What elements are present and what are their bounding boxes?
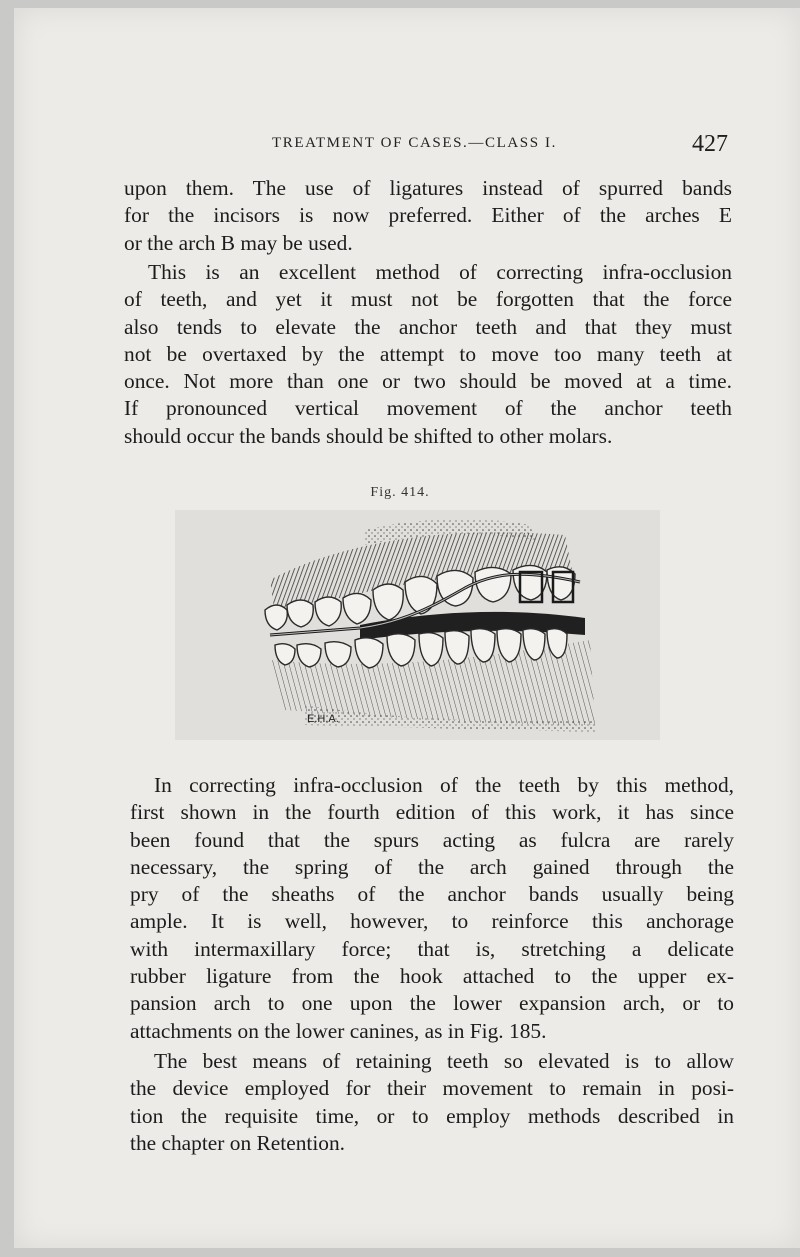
paragraph-line: attachments on the lower canines, as in Fig. 185. xyxy=(130,1018,547,1043)
paragraph-line: upon them. The use of ligatures instead of spurred bands xyxy=(124,176,732,200)
paragraph-line: If pronounced vertical movement of the anchor teeth xyxy=(124,396,732,421)
artist-signature: E.H.A. xyxy=(307,713,339,725)
paragraph-line: of teeth, and yet it must not be forgotten that the force xyxy=(124,287,732,312)
paragraph-line: The best means of retaining teeth so elevated is to allow xyxy=(154,1049,734,1073)
paragraph-line: once. Not more than one or two should be moved at a time. xyxy=(124,369,732,394)
page-number: 427 xyxy=(692,131,728,157)
paragraph-1 xyxy=(124,175,732,257)
paragraph-line: This is an excellent method of correcting infra-occlusion xyxy=(148,260,732,284)
paragraph-line: necessary, the spring of the arch gained through the xyxy=(130,854,734,879)
dental-arch-illustration-icon xyxy=(175,510,660,740)
paragraph-4 xyxy=(130,1048,734,1157)
figure-caption: Fig. 414. xyxy=(370,485,430,500)
paragraph-line: the chapter on Retention. xyxy=(130,1130,346,1155)
paragraph-line: tion the requisite time, or to employ methods described in xyxy=(130,1103,734,1128)
paragraph-3 xyxy=(130,772,734,1045)
dental-figure-svg xyxy=(175,510,660,740)
paragraph-line: pry of the sheaths of the anchor bands usually being xyxy=(130,882,734,907)
paragraph-line: for the incisors is now preferred. Either of the arches E xyxy=(124,203,732,228)
page-header xyxy=(124,133,734,163)
paragraph-line: not be overtaxed by the attempt to move too many teeth at xyxy=(124,341,732,366)
paragraph-2 xyxy=(124,259,732,450)
paragraph-line: rubber ligature from the hook attached to the upper ex- xyxy=(130,964,734,989)
paragraph-line: also tends to elevate the anchor teeth and that they must xyxy=(124,314,732,339)
paragraph-line: the device employed for their movement to remain in posi- xyxy=(130,1076,734,1101)
paragraph-line: been found that the spurs acting as fulcra are rarely xyxy=(130,827,734,852)
paragraph-line: should occur the bands should be shifted to other molars. xyxy=(124,423,613,448)
paragraph-line: ample. It is well, however, to reinforce this anchorage xyxy=(130,909,734,934)
paragraph-line: with intermaxillary force; that is, stretching a delicate xyxy=(130,936,734,961)
paragraph-line: In correcting infra-occlusion of the teeth by this method, xyxy=(154,773,734,797)
running-head: TREATMENT OF CASES.—CLASS I. xyxy=(272,135,557,151)
paragraph-line: pansion arch to one upon the lower expansion arch, or to xyxy=(130,991,734,1016)
paragraph-line: or the arch B may be used. xyxy=(124,230,353,255)
paragraph-line: first shown in the fourth edition of this work, it has since xyxy=(130,800,734,825)
